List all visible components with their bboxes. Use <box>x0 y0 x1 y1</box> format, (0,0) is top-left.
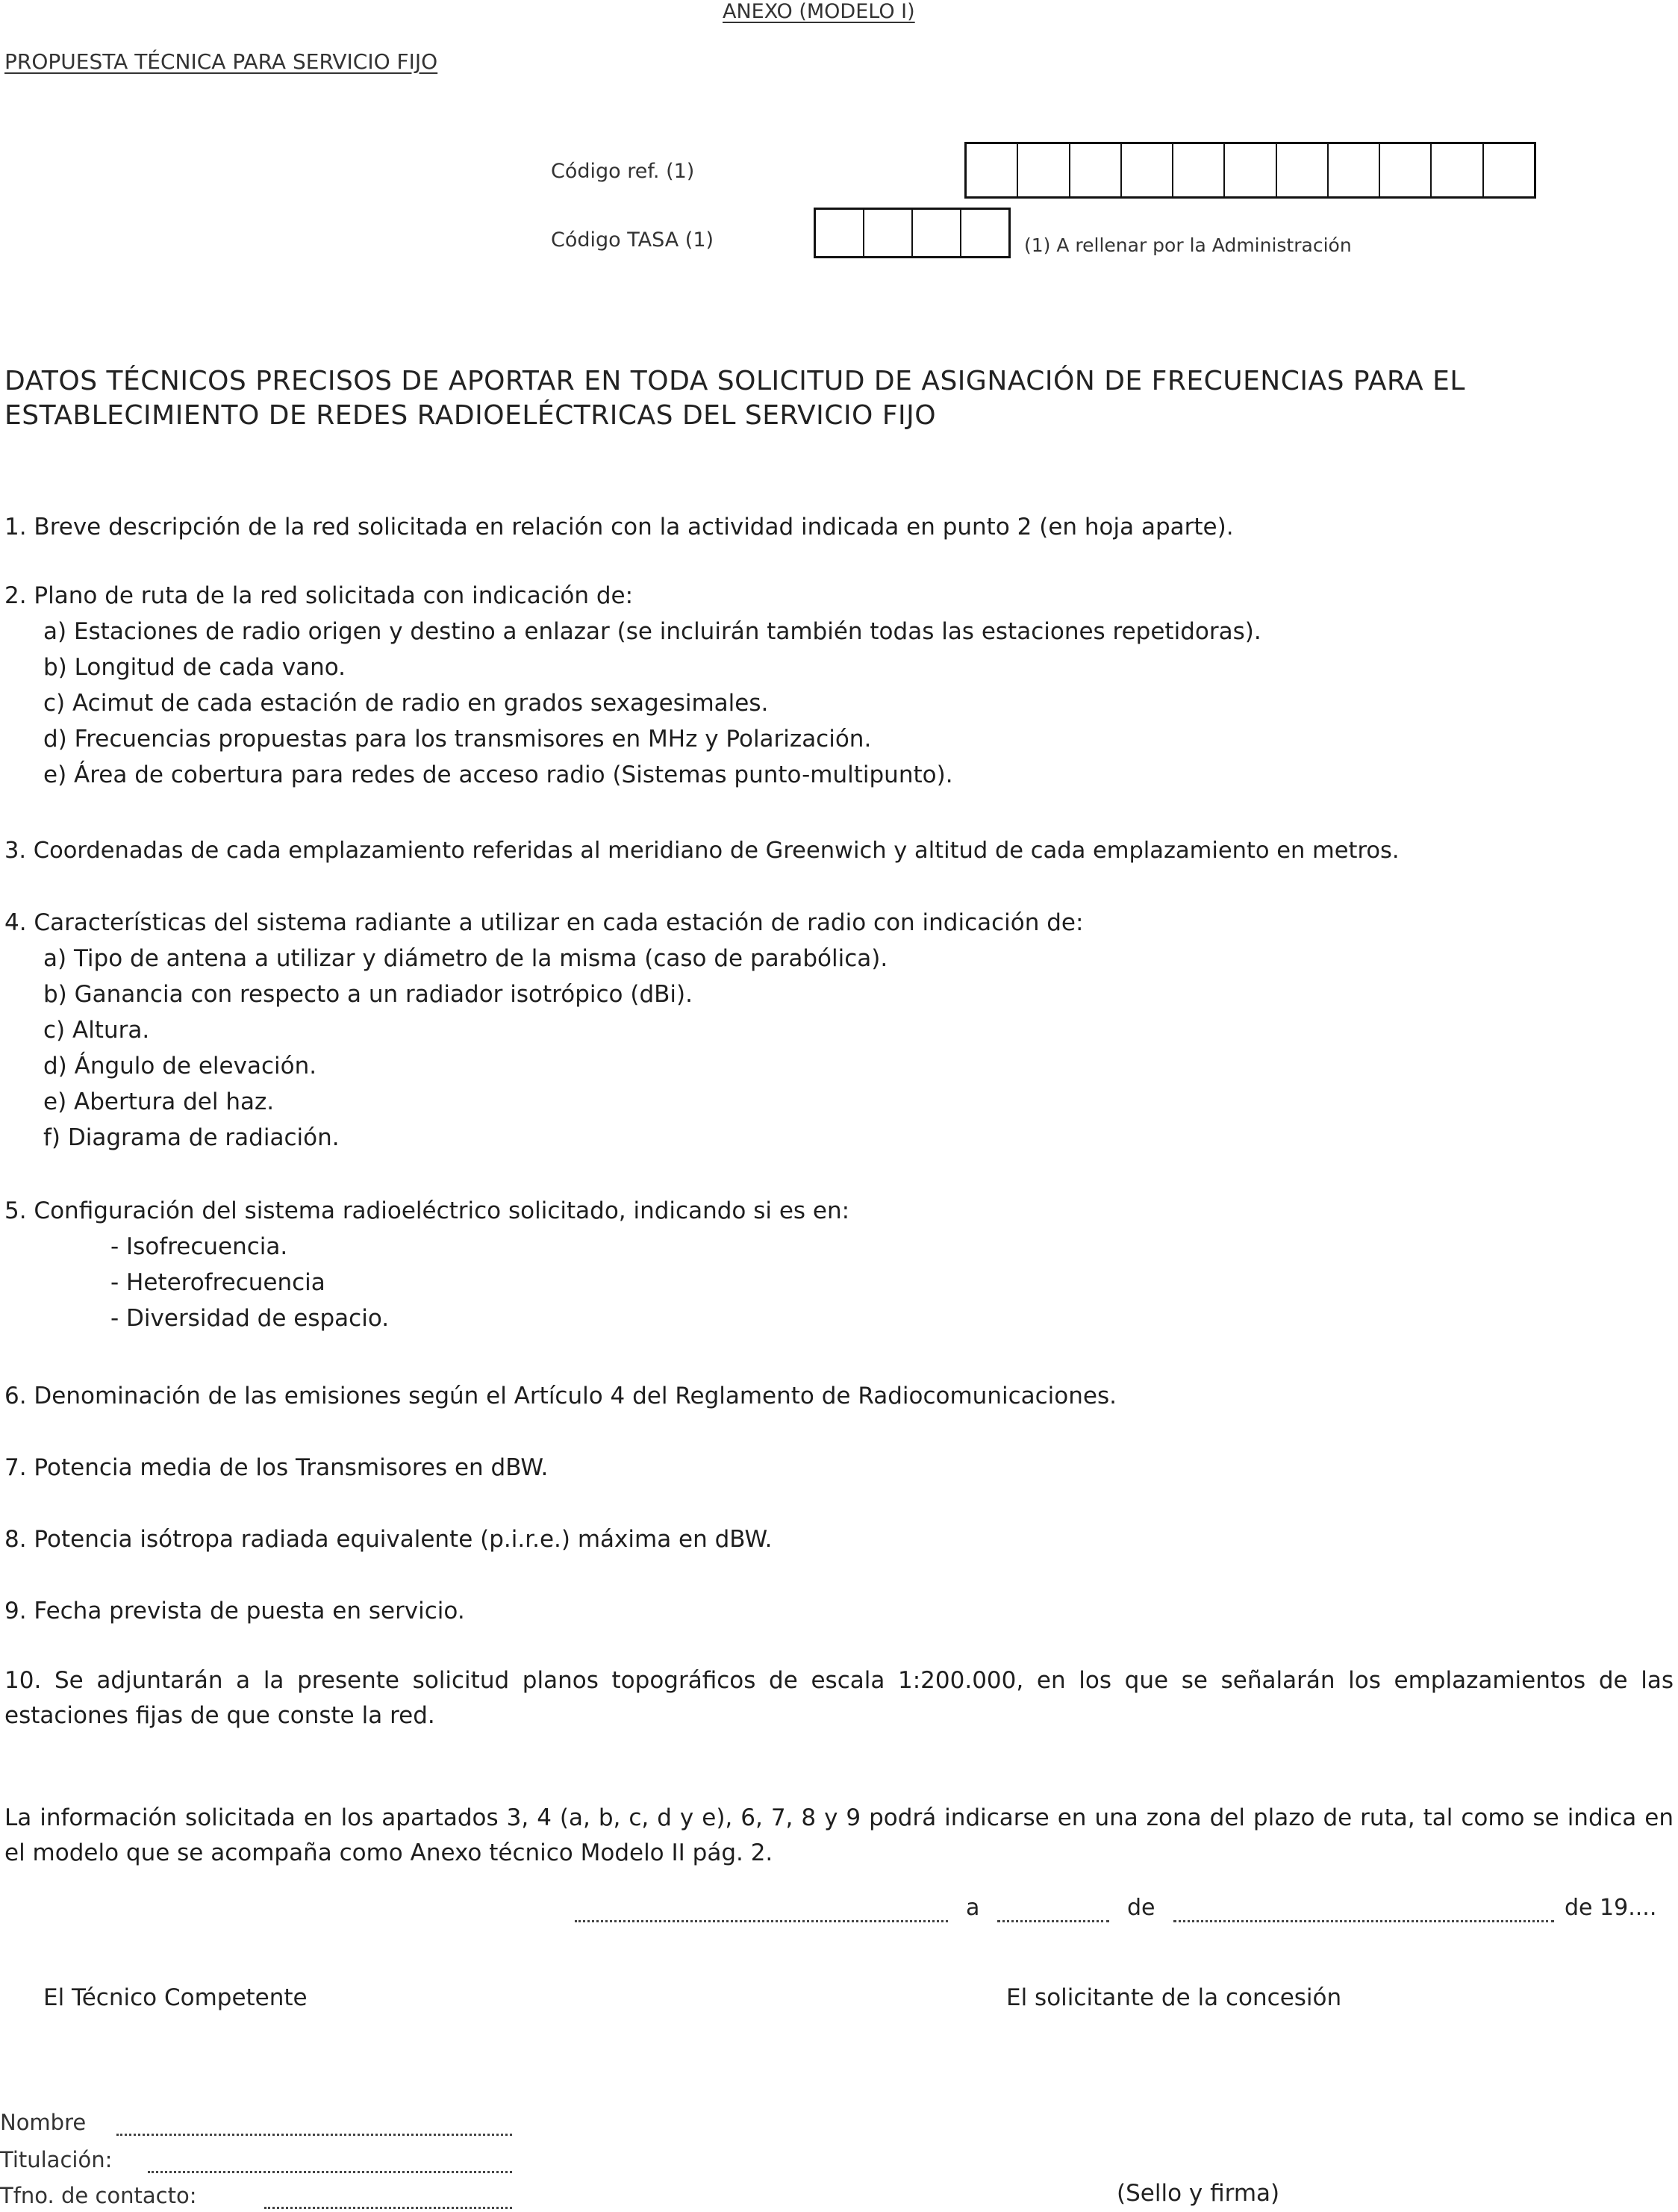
codigo-ref-box[interactable] <box>1069 144 1120 196</box>
codigo-tasa-box[interactable] <box>816 210 863 256</box>
page-title: DATOS TÉCNICOS PRECISOS DE APORTAR EN TODA SOLICITUD DE ASIGNACIÓN DE FRECUENCIAS PARA EL ESTABLECIMIENTO DE REDES RADIOELÉCTRICAS DEL SERVICIO FIJO <box>4 366 1465 431</box>
section-10: 10. Se adjuntarán a la presente solicitud planos topográficos de escala 1:200.000, en los que se señalarán los emplazamientos de las estaciones fijas de que conste la red. <box>4 1667 1674 1729</box>
codigo-ref-box[interactable] <box>1276 144 1327 196</box>
section-5-item: - Diversidad de espacio. <box>110 1305 390 1332</box>
solicitante-signature-label: El solicitante de la concesión <box>1006 1984 1342 2011</box>
section-2-item: b) Longitud de cada vano. <box>43 654 346 681</box>
section-9: 9. Fecha prevista de puesta en servicio. <box>4 1598 465 1624</box>
codigo-tasa-box[interactable] <box>863 210 911 256</box>
codigo-ref-boxes <box>964 142 1536 199</box>
date-year-label: de 19.... <box>1565 1895 1657 1921</box>
document-subtitle: PROPUESTA TÉCNICA PARA SERVICIO FIJO <box>4 49 438 74</box>
codigo-ref-box[interactable] <box>1430 144 1482 196</box>
annex-label: ANEXO (MODELO I) <box>723 0 915 23</box>
information-note: La información solicitada en los apartados 3, 4 (a, b, c, d y e), 6, 7, 8 y 9 podrá indicarse en una zona del plazo de ruta, tal como se indica en el modelo que se acompaña como Anexo técnico Modelo II pág. 2. <box>4 1804 1674 1866</box>
section-5-title: 5. Configuración del sistema radioeléctrico solicitado, indicando si es en: <box>4 1197 850 1224</box>
date-de-label: de <box>1127 1895 1155 1921</box>
codigo-ref-box[interactable] <box>967 144 1017 196</box>
section-5-item: - Heterofrecuencia <box>110 1269 325 1296</box>
section-4-item: c) Altura. <box>43 1017 150 1044</box>
date-a-label: a <box>966 1895 980 1921</box>
sello-firma-label: (Sello y firma) <box>1117 2180 1280 2207</box>
section-4-title: 4. Características del sistema radiante a utilizar en cada estación de radio con indicación de: <box>4 909 1084 936</box>
codigo-ref-box[interactable] <box>1017 144 1068 196</box>
month-blank[interactable] <box>1173 1920 1554 1922</box>
codigo-ref-box[interactable] <box>1172 144 1223 196</box>
codigo-ref-box[interactable] <box>1482 144 1534 196</box>
nombre-field-label: Nombre <box>0 2110 87 2135</box>
place-blank[interactable] <box>575 1920 948 1922</box>
section-4-item: a) Tipo de antena a utilizar y diámetro de la misma (caso de parabólica). <box>43 945 888 972</box>
section-8: 8. Potencia isótropa radiada equivalente (p.i.r.e.) máxima en dBW. <box>4 1526 773 1553</box>
codigo-tasa-label: Código TASA (1) <box>551 228 714 252</box>
tfno-field-label: Tfno. de contacto: <box>0 2183 197 2208</box>
codigo-tasa-box[interactable] <box>960 210 1008 256</box>
tecnico-signature-label: El Técnico Competente <box>43 1984 308 2011</box>
date-line <box>575 1893 1674 1926</box>
codigo-ref-box[interactable] <box>1379 144 1430 196</box>
titulacion-field-label: Titulación: <box>0 2147 113 2172</box>
codigo-tasa-boxes <box>814 208 1011 258</box>
section-2-item: c) Acimut de cada estación de radio en grados sexagesimales. <box>43 690 769 717</box>
admin-note: (1) A rellenar por la Administración <box>1024 234 1352 256</box>
section-4-item: e) Abertura del haz. <box>43 1088 275 1115</box>
tfno-field-blank[interactable] <box>264 2207 512 2209</box>
codigo-ref-box[interactable] <box>1120 144 1172 196</box>
section-2-item: a) Estaciones de radio origen y destino a enlazar (se incluirán también todas las estaciones repetidoras). <box>43 618 1261 645</box>
section-1: 1. Breve descripción de la red solicitada en relación con la actividad indicada en punto 2 (en hoja aparte). <box>4 514 1234 540</box>
codigo-tasa-box[interactable] <box>911 210 960 256</box>
section-2-item: d) Frecuencias propuestas para los transmisores en MHz y Polarización. <box>43 726 872 753</box>
section-5-item: - Isofrecuencia. <box>110 1233 288 1260</box>
codigo-ref-box[interactable] <box>1223 144 1275 196</box>
section-4-item: d) Ángulo de elevación. <box>43 1053 317 1079</box>
section-3: 3. Coordenadas de cada emplazamiento referidas al meridiano de Greenwich y altitud de cada emplazamiento en metros. <box>4 838 1400 864</box>
section-4-item: f) Diagrama de radiación. <box>43 1124 340 1151</box>
section-4-item: b) Ganancia con respecto a un radiador isotrópico (dBi). <box>43 981 693 1008</box>
section-2-item: e) Área de cobertura para redes de acceso radio (Sistemas punto-multipunto). <box>43 761 953 788</box>
section-6: 6. Denominación de las emisiones según el Artículo 4 del Reglamento de Radiocomunicaciones. <box>4 1383 1117 1409</box>
codigo-ref-box[interactable] <box>1327 144 1379 196</box>
titulacion-field-blank[interactable] <box>148 2171 512 2173</box>
day-blank[interactable] <box>997 1920 1109 1922</box>
section-2-title: 2. Plano de ruta de la red solicitada con indicación de: <box>4 582 634 609</box>
codigo-ref-label: Código ref. (1) <box>551 160 695 183</box>
section-7: 7. Potencia media de los Transmisores en dBW. <box>4 1454 549 1481</box>
nombre-field-blank[interactable] <box>116 2134 512 2136</box>
